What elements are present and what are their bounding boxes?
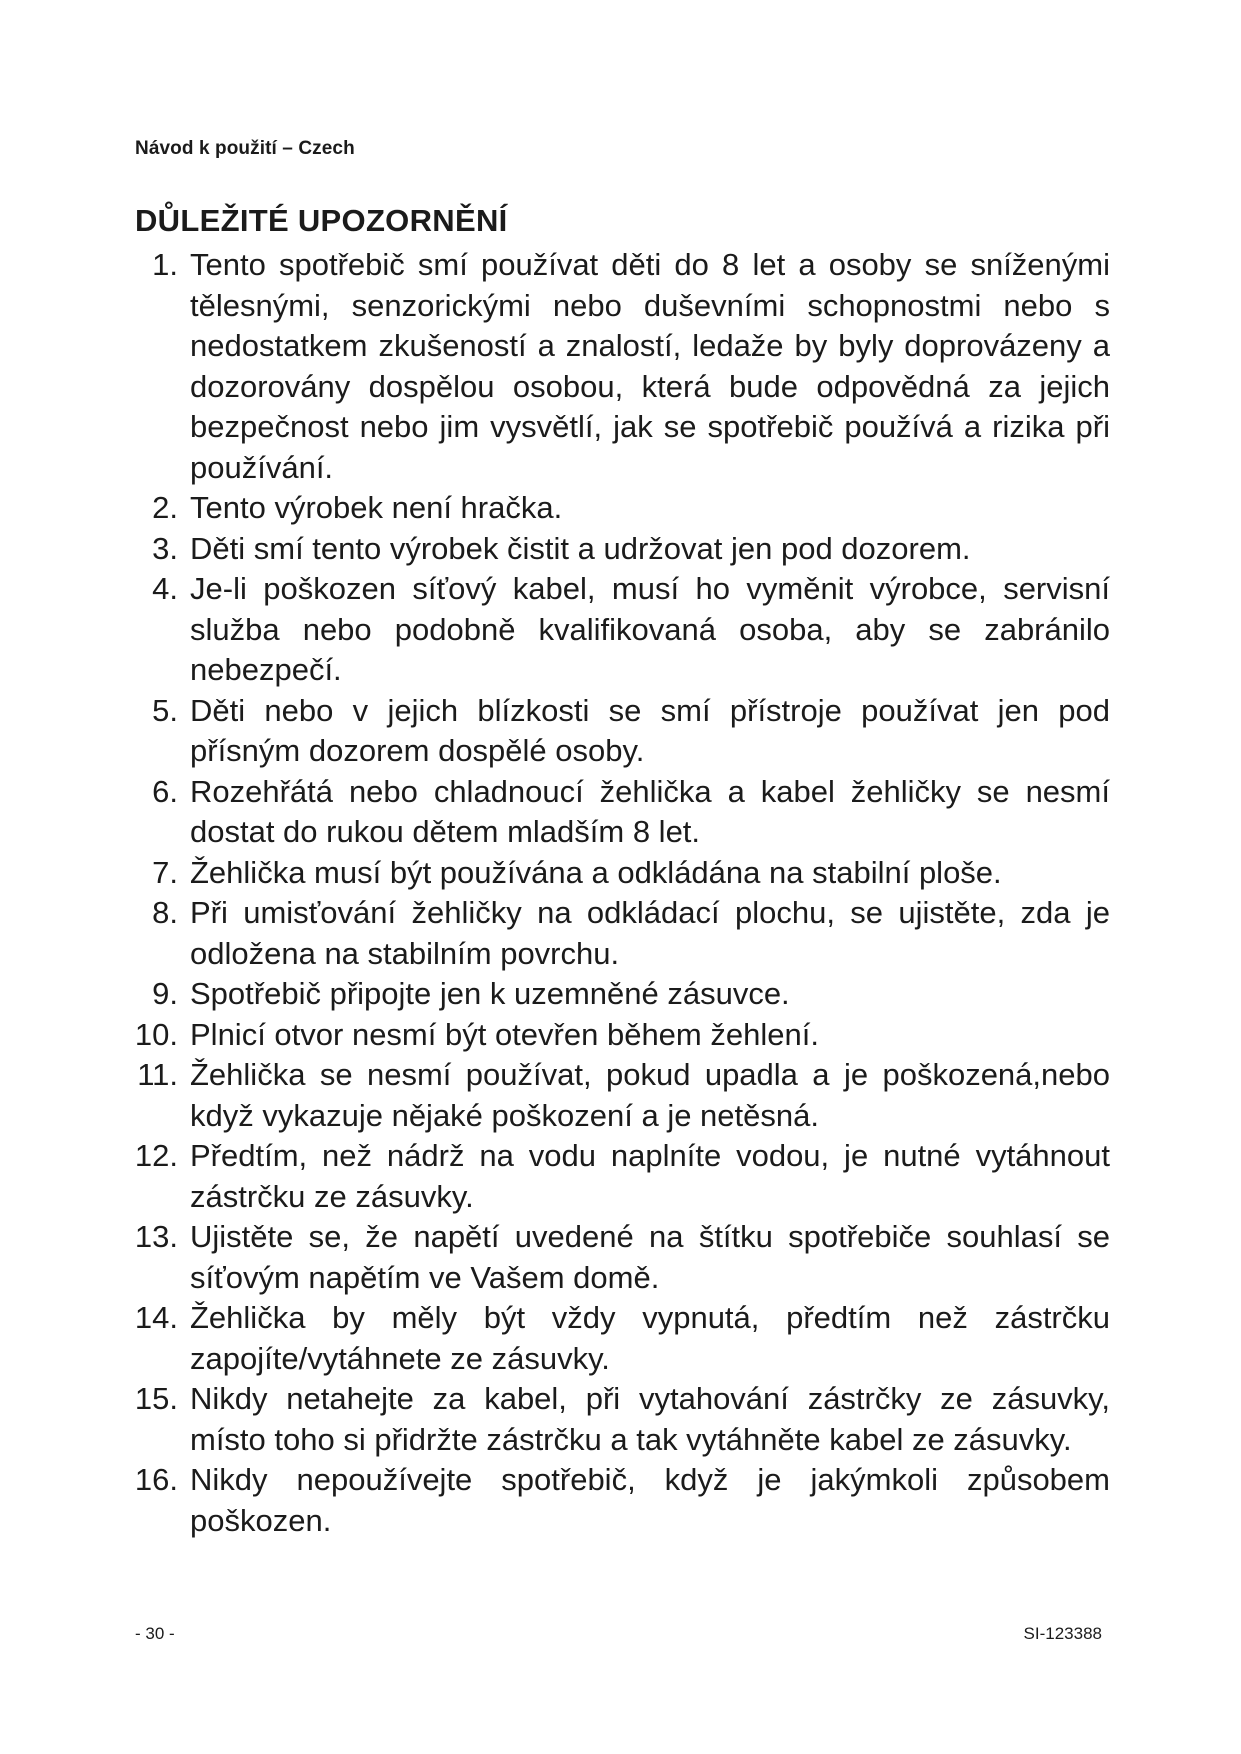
item-number: 5.: [152, 692, 178, 728]
item-number: 16.: [134, 1462, 178, 1497]
item-text: Plnicí otvor nesmí být otevřen během žehlení.: [190, 1016, 819, 1052]
item-number: 13.: [134, 1219, 178, 1254]
item-text: Nikdy netahejte za kabel, při vytahování zástrčky ze zásuvky, místo toho si přidržte zástrčku a tak vytáhněte kabel ze zásuvky.: [190, 1381, 1110, 1457]
warning-item: [100, 569, 1120, 691]
warning-item: [100, 772, 1120, 853]
warning-heading: DŮLEŽITÉ UPOZORNĚNÍ: [135, 203, 508, 238]
warning-list: [100, 245, 1120, 1541]
warning-item: [100, 893, 1120, 974]
item-text: Rozehřátá nebo chladnoucí žehlička a kabel žehličky se nesmí dostat do rukou dětem mladším 8 let.: [190, 773, 1110, 849]
item-text: Je-li poškozen síťový kabel, musí ho vyměnit výrobce, servisní služba nebo podobně kvalifikovaná osoba, aby se zabránilo nebezpečí.: [190, 571, 1110, 687]
warning-item: [100, 1460, 1120, 1541]
item-number: 10.: [134, 1016, 178, 1052]
item-number: 3.: [152, 530, 178, 566]
item-number: 15.: [134, 1381, 178, 1416]
item-number: 14.: [134, 1300, 178, 1335]
warning-item: [100, 853, 1120, 894]
item-number: 7.: [152, 854, 178, 890]
warning-item: [100, 1015, 1120, 1056]
warning-item: [100, 1055, 1120, 1136]
warning-item: [100, 245, 1120, 488]
warning-item: [100, 1298, 1120, 1379]
item-number: 4.: [152, 571, 178, 606]
item-text: Děti nebo v jejich blízkosti se smí přístroje používat jen pod přísným dozorem dospělé osoby.: [190, 692, 1110, 768]
item-text: Předtím, než nádrž na vodu naplníte vodou, je nutné vytáhnout zástrčku ze zásuvky.: [190, 1138, 1110, 1214]
item-number: 11.: [137, 1057, 178, 1092]
item-text: Žehlička musí být používána a odkládána na stabilní ploše.: [190, 854, 1002, 890]
warning-item: [100, 1136, 1120, 1217]
product-code: SI-123388: [1023, 1624, 1102, 1643]
warning-item: [100, 488, 1120, 529]
item-number: 9.: [152, 976, 178, 1011]
item-number: 2.: [152, 490, 178, 525]
warning-item: [100, 691, 1120, 772]
item-number: 6.: [152, 773, 178, 809]
running-header: Návod k použití – Czech: [135, 138, 355, 159]
item-text: Děti smí tento výrobek čistit a udržovat jen pod dozorem.: [190, 530, 971, 566]
warning-item: [100, 1217, 1120, 1298]
warning-item: [100, 529, 1120, 570]
item-text: Nikdy nepoužívejte spotřebič, když je jakýmkoli způsobem poškozen.: [190, 1462, 1110, 1538]
item-text: Žehlička se nesmí používat, pokud upadla a je poškozená,nebo když vykazuje nějaké poškození a je netěsná.: [190, 1057, 1110, 1133]
item-number: 1.: [152, 247, 178, 282]
item-number: 8.: [152, 895, 178, 930]
item-text: Tento výrobek není hračka.: [190, 490, 563, 525]
item-text: Při umisťování žehličky na odkládací plochu, se ujistěte, zda je odložena na stabilním povrchu.: [190, 895, 1110, 971]
warning-item: [100, 1379, 1120, 1460]
page-number: - 30 -: [135, 1624, 175, 1643]
item-text: Spotřebič připojte jen k uzemněné zásuvce.: [190, 976, 790, 1011]
warning-item: [100, 974, 1120, 1015]
item-text: Ujistěte se, že napětí uvedené na štítku spotřebiče souhlasí se síťovým napětím ve Vašem domě.: [190, 1219, 1110, 1295]
item-text: Tento spotřebič smí používat děti do 8 let a osoby se sníženými tělesnými, senzorickými nebo duševními schopnostmi nebo s nedostatkem zkušeností a znalostí, ledaže by byly doprovázeny a dozorovány dospělou osobou, která bude odpovědná za jejich bezpečnost nebo jim vysvětlí, jak se spotřebič používá a rizika při používání.: [190, 247, 1110, 485]
item-number: 12.: [134, 1138, 178, 1173]
item-text: Žehlička by měly být vždy vypnutá, předtím než zástrčku zapojíte/vytáhnete ze zásuvky.: [190, 1300, 1110, 1376]
